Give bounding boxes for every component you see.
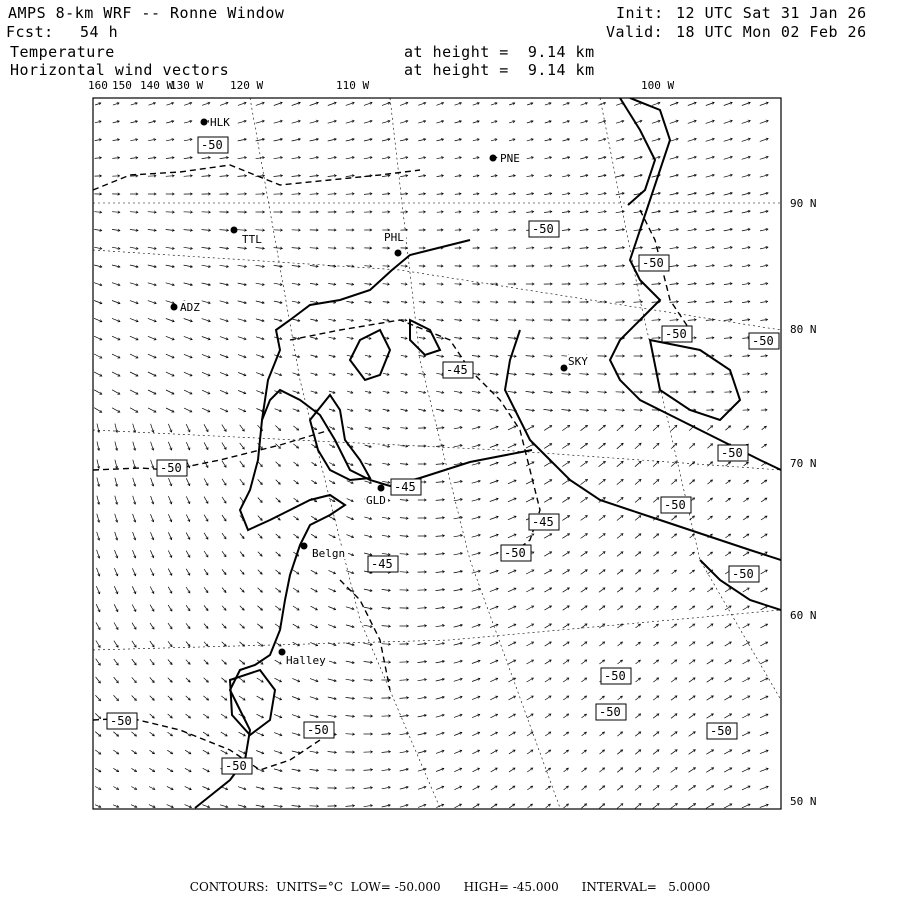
wind-vector — [617, 479, 623, 484]
wind-vector — [275, 426, 280, 431]
wind-vector — [599, 443, 606, 449]
station-dot-sky — [561, 365, 568, 372]
wind-vector — [689, 786, 696, 791]
coastlines — [195, 98, 781, 808]
wind-vector — [617, 443, 623, 449]
lon-label-100w: 100 W — [641, 79, 675, 92]
wind-vector — [599, 516, 605, 521]
contour-label: -50 — [532, 222, 554, 236]
wind-vector — [276, 444, 281, 449]
wind-vector — [114, 677, 119, 683]
lon-label-140w: 140 W — [140, 79, 174, 92]
contour-minus45 — [290, 320, 540, 555]
contour-label: -50 — [201, 138, 223, 152]
wind-vector — [707, 426, 712, 431]
station-label-phl: PHL — [384, 231, 404, 244]
wind-vector — [562, 462, 569, 467]
contour-label: -50 — [504, 546, 526, 560]
forecast-hours: 54 h — [80, 23, 119, 41]
field-wind-vectors: Horizontal wind vectors — [10, 61, 230, 79]
wind-vector — [617, 534, 623, 539]
lon-label-130w: 130 W — [170, 79, 204, 92]
graticule — [93, 98, 781, 808]
wind-vector — [328, 770, 337, 771]
wind-vector — [635, 461, 641, 466]
wind-vector — [580, 392, 589, 393]
wind-vector — [635, 804, 641, 809]
wind-vector — [671, 732, 677, 737]
wind-vector — [616, 410, 625, 411]
wind-vector — [581, 443, 588, 448]
wind-vector — [653, 480, 659, 485]
wind-vector — [581, 498, 588, 503]
wind-vector — [599, 552, 605, 557]
parallel-60 — [93, 610, 781, 650]
init-label: Init: — [616, 4, 664, 22]
contour-label: -50 — [110, 714, 132, 728]
peninsula-coast — [195, 390, 532, 808]
wind-vector — [581, 552, 588, 557]
wind-vector — [544, 498, 552, 503]
lat-label-80n: 80 N — [790, 323, 817, 336]
wind-vector — [599, 804, 604, 809]
wind-vector — [400, 572, 409, 573]
station-label-gld: GLD — [366, 494, 386, 507]
wind-vector — [653, 425, 659, 431]
contour-label: -45 — [446, 363, 468, 377]
contour-label: -50 — [604, 669, 626, 683]
wind-vector — [671, 480, 676, 485]
contour-minus50-mid — [93, 430, 330, 470]
wind-vector — [581, 516, 588, 521]
wind-vector — [310, 194, 319, 195]
contour-label: -50 — [732, 567, 754, 581]
wind-vector — [617, 498, 623, 503]
wind-vector — [653, 804, 659, 809]
wind-vector — [95, 695, 100, 701]
station-label-belgn: Belgn — [312, 547, 346, 560]
station-dot-phl — [395, 250, 402, 257]
contour-label: -50 — [664, 498, 686, 512]
wind-vector — [114, 695, 119, 700]
meridian-100 — [600, 98, 781, 700]
contour-label: -45 — [394, 480, 416, 494]
wind-vector — [400, 680, 409, 681]
lon-label-160: 160 — [88, 79, 108, 92]
wind-vector — [256, 230, 265, 231]
wind-vector — [671, 804, 678, 809]
wind-vector — [580, 266, 589, 267]
field-temperature: Temperature — [10, 43, 115, 61]
wind-vector — [599, 479, 606, 484]
ice-shelf-edge — [262, 240, 470, 420]
wind-vector — [671, 768, 678, 773]
latitude-labels — [790, 197, 817, 808]
wind-vector — [598, 284, 607, 285]
wind-vector — [132, 696, 137, 701]
wind-vector — [418, 608, 427, 609]
contour-label: -50 — [307, 723, 329, 737]
wind-vector — [653, 498, 659, 503]
wind-vector — [95, 732, 101, 737]
wind-vector — [562, 374, 571, 375]
contour-label: -50 — [752, 334, 774, 348]
contour-minus50-upper — [93, 165, 420, 190]
contour-info-footer: CONTOURS: UNITS=°C LOW= -50.000 HIGH= -45.000 INTERVAL= 5.0000 — [189, 880, 711, 894]
wind-vector — [581, 425, 588, 430]
lat-label-50n: 50 N — [790, 795, 817, 808]
wind-vector — [562, 444, 569, 449]
wind-vector — [653, 786, 659, 791]
station-label-hlk: HLK — [210, 116, 230, 129]
station-label-sky: SKY — [568, 355, 588, 368]
wind-vector — [635, 479, 641, 484]
ronne-front — [410, 320, 440, 355]
wind-vector — [94, 408, 102, 413]
wind-vector — [382, 644, 391, 645]
wind-vector — [580, 374, 589, 375]
wind-vector — [544, 444, 552, 449]
wind-vector — [670, 320, 679, 321]
wind-vector — [346, 734, 355, 735]
lon-label-150: 150 — [112, 79, 132, 92]
wind-vector — [653, 461, 659, 466]
berkner-island — [310, 395, 370, 480]
contour-label: -50 — [225, 759, 247, 773]
forecast-label: Fcst: — [6, 23, 54, 41]
wind-vector — [688, 804, 695, 809]
wind-vector — [95, 713, 100, 718]
contour-label: -45 — [532, 515, 554, 529]
wind-vector — [635, 516, 641, 521]
lon-label-110w: 110 W — [336, 79, 370, 92]
map-frame — [93, 98, 781, 809]
station-dot-ttl — [231, 227, 238, 234]
station-dot-belgn — [301, 543, 308, 550]
init-time: 12 UTC Sat 31 Jan 26 — [676, 4, 867, 22]
wind-vector — [689, 768, 696, 773]
wind-vector — [671, 425, 677, 430]
wind-vector — [706, 786, 713, 791]
lon-label-120w: 120 W — [230, 79, 264, 92]
wind-vector — [671, 786, 678, 791]
wind-vector — [653, 443, 659, 448]
contour-label: -50 — [721, 446, 743, 460]
wind-vector — [689, 444, 694, 449]
station-dot-hlk — [201, 119, 208, 126]
wind-vector — [599, 534, 605, 539]
wind-vector — [617, 804, 623, 809]
wind-vector — [617, 786, 623, 791]
wind-vector — [544, 480, 552, 485]
station-dot-gld — [378, 485, 385, 492]
wind-vector — [635, 425, 641, 431]
wind-vector — [581, 534, 588, 539]
contour-label: -50 — [599, 705, 621, 719]
station-label-ttl: TTL — [242, 233, 262, 246]
wind-vector — [364, 698, 373, 699]
map-title: AMPS 8-km WRF -- Ronne Window — [8, 4, 285, 22]
contour-label: -45 — [371, 557, 393, 571]
station-dot-pne — [490, 155, 497, 162]
wind-vector — [544, 426, 552, 431]
wind-vector — [96, 677, 101, 683]
wind-vector — [562, 516, 569, 521]
wind-vector — [635, 786, 641, 791]
wind-vector — [599, 425, 606, 431]
wind-vector-field — [94, 102, 768, 809]
station-dot-adz — [171, 304, 178, 311]
wind-vector — [562, 498, 569, 503]
wind-vector — [544, 462, 552, 467]
islands-top — [620, 98, 655, 205]
meridian-110 — [390, 98, 560, 808]
valid-label: Valid: — [606, 23, 664, 41]
wind-vector — [562, 425, 569, 430]
contour-label: -50 — [710, 724, 732, 738]
wind-vector — [706, 804, 714, 809]
lat-label-60n: 60 N — [790, 609, 817, 622]
wind-vector — [562, 266, 571, 267]
valid-time: 18 UTC Mon 02 Feb 26 — [676, 23, 867, 41]
wind-vector — [148, 212, 156, 213]
wind-vector — [562, 480, 569, 485]
wind-vector — [617, 461, 623, 466]
longitude-labels — [88, 79, 674, 92]
station-dot-halley — [279, 649, 286, 656]
wind-vector — [598, 410, 607, 411]
wind-vector — [292, 194, 301, 195]
contour-label: -50 — [665, 327, 687, 341]
contour-label: -50 — [642, 256, 664, 270]
meridian-120 — [250, 98, 440, 808]
contour-label: -50 — [160, 461, 182, 475]
station-label-adz: ADZ — [180, 301, 200, 314]
island-right — [650, 340, 740, 420]
wind-vector — [581, 461, 588, 466]
wind-vector — [653, 768, 659, 773]
field-temperature-height: at height = 9.14 km — [404, 43, 595, 61]
parallel-80 — [93, 250, 781, 330]
wind-vector — [599, 461, 606, 466]
wind-vector — [616, 284, 625, 285]
wind-vector — [328, 194, 336, 195]
wind-vector — [635, 498, 641, 503]
wind-vector — [238, 230, 247, 231]
wind-vector — [562, 534, 569, 539]
wind-vector — [617, 516, 623, 521]
wind-vector — [652, 320, 661, 321]
lat-label-90n: 90 N — [790, 197, 817, 210]
lat-label-70n: 70 N — [790, 457, 817, 470]
wind-vector — [581, 479, 588, 484]
field-wind-height: at height = 9.14 km — [404, 61, 595, 79]
wind-vector — [617, 425, 623, 431]
station-label-halley: Halley — [286, 654, 326, 667]
station-label-pne: PNE — [500, 152, 520, 165]
wind-vector — [635, 443, 641, 449]
wind-vector — [598, 392, 607, 393]
wind-vector — [544, 356, 553, 357]
wind-vector — [634, 302, 643, 303]
